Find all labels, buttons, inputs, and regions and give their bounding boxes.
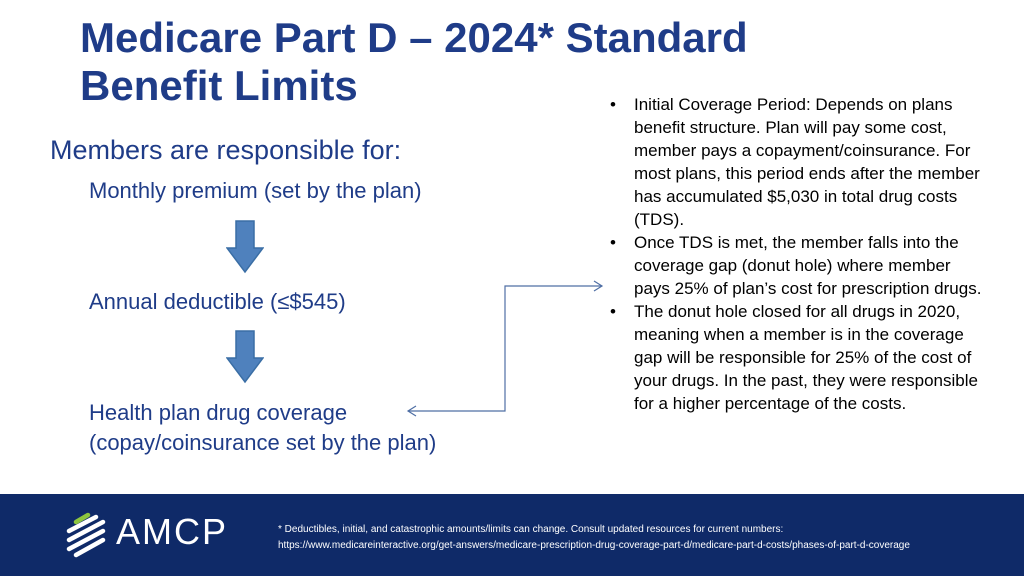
footer-bar [0,494,1024,576]
amcp-logo-icon [66,512,106,558]
footnote [278,522,1008,554]
footnote-text: * Deductibles, initial, and catastrophic amounts/limits can change. Consult updated resources for current numbers: [278,524,784,535]
step-drug-coverage-line1: Health plan drug coverage [89,400,348,425]
bullet-text: The donut hole closed for all drugs in 2020, meaning when a member is in the coverage gap will be responsible for 25% of the cost of your drugs. In the past, they were responsible for a higher percentage of the costs. [634,302,978,413]
bullet-icon: • [610,302,616,321]
step-annual-deductible: Annual deductible (≤$545) [89,289,346,314]
step-drug-coverage-line2: (copay/coinsurance set by the plan) [89,430,437,455]
slide-title: Medicare Part D – 2024* Standard Benefit Limits [80,14,748,109]
coverage-bullet-list [606,93,986,415]
bullet-text: Initial Coverage Period: Depends on plans benefit structure. Plan will pay some cost, member pays a copayment/coinsurance. For most plans, this period ends after the member has accumulated $5,030 in total drug costs (TDS). [634,95,980,229]
bullet-icon: • [610,233,616,252]
step-monthly-premium: Monthly premium (set by the plan) [89,178,422,203]
bullet-text: Once TDS is met, the member falls into the coverage gap (donut hole) where member pays 25% of plan’s cost for prescription drugs. [634,233,982,298]
bullet-icon: • [610,95,616,114]
list-item [606,300,986,415]
footnote-url[interactable]: https://www.medicareinteractive.org/get-answers/medicare-prescription-drug-coverage-part-d/medicare-part-d-costs/phases-of-part-d-coverage [278,540,910,551]
list-item [606,231,986,300]
amcp-logo-text: AMCP [116,511,229,552]
list-item [606,93,986,231]
intro-text: Members are responsible for: [50,135,402,165]
